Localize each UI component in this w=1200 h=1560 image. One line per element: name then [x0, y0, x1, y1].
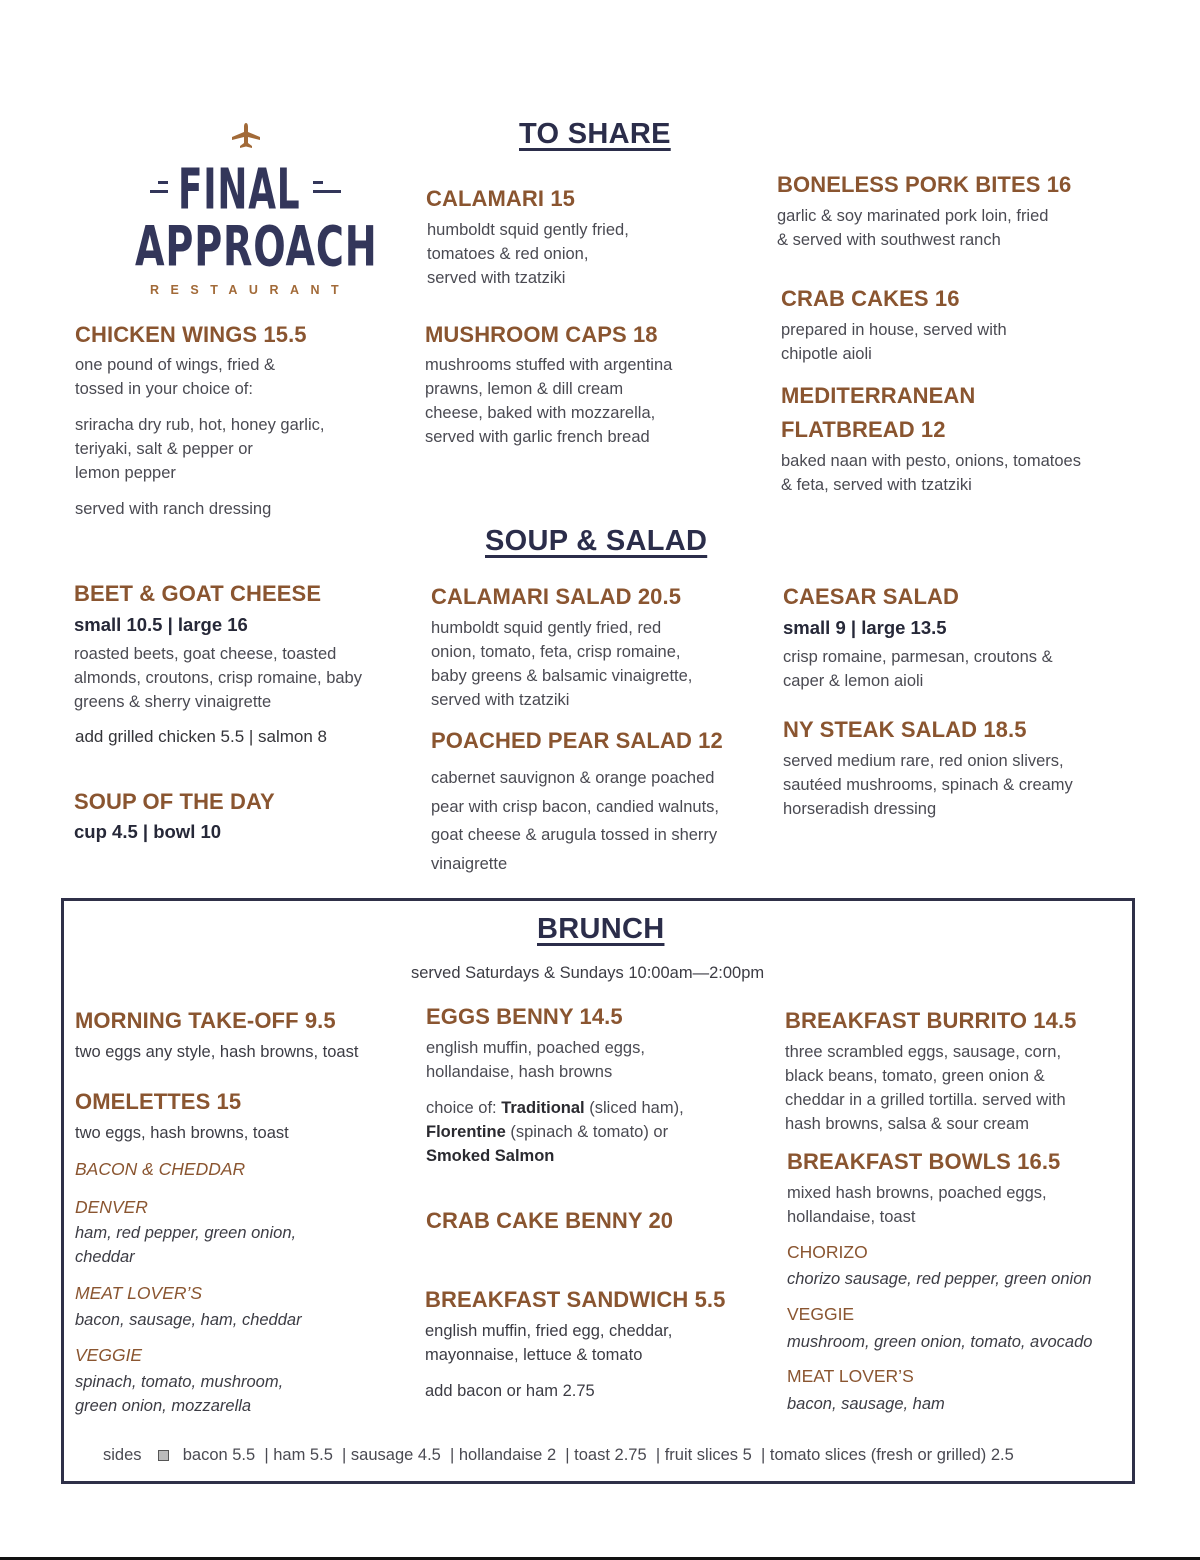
item-mushroom-caps-desc: mushrooms stuffed with argentina prawns, lemon & dill cream cheese, baked with mozzarella, served with garlic french bread [425, 356, 673, 446]
bowl-variant-chorizo: CHORIZO [787, 1242, 868, 1262]
logo-line-final: FINAL [178, 156, 301, 222]
bowl-variant-chorizo-desc: chorizo sausage, red pepper, green onion [787, 1270, 1092, 1288]
omelette-variant-denver-desc: ham, red pepper, green onion, cheddar [75, 1224, 297, 1266]
item-eggs-benny-choices: choice of: Traditional (sliced ham), Florentine (spinach & tomato) or Smoked Salmon [426, 1099, 684, 1165]
item-crab-cakes: CRAB CAKES 16 [781, 286, 960, 311]
restaurant-logo [130, 118, 378, 303]
item-breakfast-bowls-desc: mixed hash browns, poached eggs, hollandaise, toast [787, 1184, 1047, 1226]
logo-line-approach: APPROACH [135, 214, 378, 279]
item-breakfast-sandwich-desc: english muffin, fried egg, cheddar, mayonnaise, lettuce & tomato [425, 1322, 673, 1364]
logo-subtitle: RESTAURANT [150, 283, 351, 297]
item-eggs-benny: EGGS BENNY 14.5 [426, 1004, 623, 1029]
omelette-variant-meat-lovers: MEAT LOVER’S [75, 1283, 203, 1303]
item-ny-steak-salad-desc: served medium rare, red onion slivers, sautéed mushrooms, spinach & creamy horseradish dressing [783, 752, 1073, 818]
item-mushroom-caps: MUSHROOM CAPS 18 [425, 322, 658, 347]
item-breakfast-bowls: BREAKFAST BOWLS 16.5 [787, 1149, 1061, 1174]
airplane-icon [231, 123, 261, 149]
speed-line-right-2 [313, 190, 341, 193]
side-ham: ham 5.5 [273, 1446, 333, 1464]
item-morning-take-off-desc: two eggs any style, hash browns, toast [75, 1043, 359, 1061]
item-mediterranean-flatbread-desc: baked naan with pesto, onions, tomatoes & feta, served with tzatziki [781, 452, 1081, 494]
speed-line-left-1 [158, 181, 168, 184]
item-breakfast-sandwich: BREAKFAST SANDWICH 5.5 [425, 1287, 726, 1312]
brunch-hours: served Saturdays & Sundays 10:00am—2:00pm [411, 964, 765, 982]
item-calamari: CALAMARI 15 [426, 186, 575, 211]
item-boneless-pork-bites: BONELESS PORK BITES 16 [777, 172, 1072, 197]
choice-florentine: Florentine [426, 1123, 506, 1141]
omelette-variant-veggie: VEGGIE [75, 1345, 143, 1365]
item-breakfast-burrito-desc: three scrambled eggs, sausage, corn, black beans, tomato, green onion & cheddar in a grilled tortilla. served with hash browns, salsa & sour cream [785, 1043, 1066, 1133]
sides-bullet-icon [158, 1450, 169, 1461]
choice-smoked-salmon: Smoked Salmon [426, 1147, 555, 1165]
side-sausage: sausage 4.5 [350, 1446, 441, 1464]
side-hollandaise: hollandaise 2 [458, 1446, 557, 1464]
item-boneless-pork-bites-desc: garlic & soy marinated pork loin, fried & served with southwest ranch [777, 207, 1049, 249]
choice-traditional: Traditional [501, 1099, 585, 1117]
item-ny-steak-salad: NY STEAK SALAD 18.5 [783, 717, 1027, 742]
item-chicken-wings-note: served with ranch dressing [75, 500, 272, 518]
item-mediterranean-flatbread-line1: MEDITERRANEAN [781, 383, 976, 408]
section-title-to-share: TO SHARE [519, 118, 671, 150]
item-chicken-wings-flavors: sriracha dry rub, hot, honey garlic, teriyaki, salt & pepper or lemon pepper [75, 416, 325, 482]
bowl-variant-meat-lovers-desc: bacon, sausage, ham [787, 1395, 945, 1413]
side-toast: toast 2.75 [574, 1446, 647, 1464]
item-beet-goat-cheese-addon: add grilled chicken 5.5 | salmon 8 [75, 727, 328, 746]
omelette-variant-bacon-cheddar: BACON & CHEDDAR [75, 1159, 246, 1179]
side-tomato-slices: tomato slices (fresh or grilled) 2.5 [769, 1446, 1014, 1464]
section-title-soup-salad: SOUP & SALAD [485, 525, 708, 557]
sides-list: sides bacon 5.5 | ham 5.5 | sausage 4.5 | hollandaise 2 | toast 2.75 | fruit slices 5 | tomato slices (fresh or grilled) 2.5 [103, 1446, 1014, 1464]
item-poached-pear-salad-desc: cabernet sauvignon & orange poached pear with crisp bacon, candied walnuts, goat cheese & arugula tossed in sherry vinaigrette [431, 769, 719, 873]
item-chicken-wings-desc: one pound of wings, fried & tossed in your choice of: [75, 356, 275, 398]
item-crab-cake-benny: CRAB CAKE BENNY 20 [426, 1208, 674, 1233]
omelette-variant-veggie-desc: spinach, tomato, mushroom, green onion, mozzarella [75, 1373, 284, 1415]
omelette-variant-denver: DENVER [75, 1197, 148, 1217]
item-caesar-salad-price: small 9 | large 13.5 [783, 617, 947, 638]
item-caesar-salad-desc: crisp romaine, parmesan, croutons & caper & lemon aioli [783, 648, 1053, 690]
bowl-variant-veggie: VEGGIE [787, 1304, 855, 1324]
item-calamari-desc: humboldt squid gently fried, tomatoes & red onion, served with tzatziki [427, 221, 629, 287]
side-bacon: bacon 5.5 [182, 1446, 256, 1464]
item-beet-goat-cheese: BEET & GOAT CHEESE [74, 581, 322, 606]
item-poached-pear-salad: POACHED PEAR SALAD 12 [431, 728, 723, 753]
side-fruit-slices: fruit slices 5 [664, 1446, 752, 1464]
item-chicken-wings: CHICKEN WINGS 15.5 [75, 322, 307, 347]
item-calamari-salad: CALAMARI SALAD 20.5 [431, 584, 682, 609]
item-breakfast-burrito: BREAKFAST BURRITO 14.5 [785, 1008, 1077, 1033]
item-calamari-salad-desc: humboldt squid gently fried, red onion, tomato, feta, crisp romaine, baby greens & balsamic vinaigrette, served with tzatziki [431, 619, 693, 709]
bowl-variant-meat-lovers: MEAT LOVER’S [787, 1366, 914, 1386]
item-soup-of-the-day: SOUP OF THE DAY [74, 789, 275, 814]
speed-line-right-1 [313, 181, 323, 184]
item-caesar-salad: CAESAR SALAD [783, 584, 959, 609]
item-omelettes: OMELETTES 15 [75, 1089, 242, 1114]
item-soup-of-the-day-price: cup 4.5 | bowl 10 [74, 821, 222, 842]
item-crab-cakes-desc: prepared in house, served with chipotle aioli [781, 321, 1007, 363]
item-beet-goat-cheese-price: small 10.5 | large 16 [74, 614, 248, 635]
section-title-brunch: BRUNCH [537, 913, 665, 945]
item-beet-goat-cheese-desc: roasted beets, goat cheese, toasted almonds, croutons, crisp romaine, baby greens & sherry vinaigrette [74, 645, 362, 711]
item-breakfast-sandwich-addon: add bacon or ham 2.75 [425, 1382, 595, 1400]
speed-line-left-2 [150, 190, 168, 193]
item-morning-take-off: MORNING TAKE-OFF 9.5 [75, 1008, 336, 1033]
bowl-variant-veggie-desc: mushroom, green onion, tomato, avocado [787, 1333, 1093, 1351]
sides-label: sides [103, 1446, 142, 1464]
item-omelettes-desc: two eggs, hash browns, toast [75, 1124, 289, 1142]
omelette-variant-meat-lovers-desc: bacon, sausage, ham, cheddar [75, 1311, 302, 1329]
item-mediterranean-flatbread-line2: FLATBREAD 12 [781, 417, 946, 442]
item-eggs-benny-desc: english muffin, poached eggs, hollandaise, hash browns [426, 1039, 645, 1081]
